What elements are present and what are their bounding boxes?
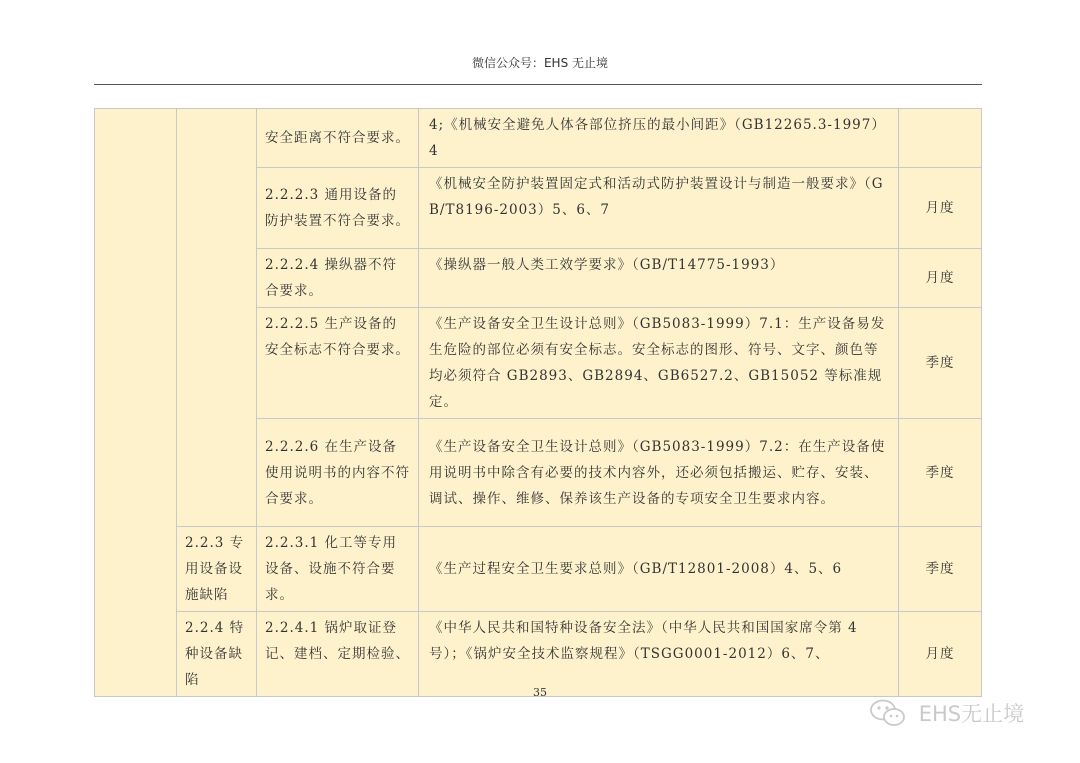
check-frequency-cell xyxy=(899,109,982,168)
table-row xyxy=(95,612,982,697)
check-frequency-cell: 月度 xyxy=(899,168,982,249)
hazard-item-cell: 2.2.2.4 操纵器不符合要求。 xyxy=(257,249,419,308)
page-number: 35 xyxy=(533,686,547,699)
check-frequency-cell: 季度 xyxy=(899,527,982,612)
hazard-standards-table xyxy=(94,108,982,697)
hazard-item-cell: 2.2.4.1 锅炉取证登记、建档、定期检验、 xyxy=(257,612,419,697)
table-row xyxy=(95,527,982,612)
hazard-item-cell: 2.2.2.5 生产设备的安全标志不符合要求。 xyxy=(257,308,419,419)
watermark xyxy=(868,698,1058,734)
wechat-icon xyxy=(868,698,908,728)
watermark-text: EHS无止境 xyxy=(918,702,1025,726)
check-frequency-cell: 月度 xyxy=(899,612,982,697)
check-frequency-cell: 月度 xyxy=(899,249,982,308)
standard-reference-cell: 《生产设备安全卫生设计总则》（GB5083-1999）7.2：在生产设备使用说明书中除含有必要的技术内容外，还必须包括搬运、贮存、安装、调试、操作、维修、保养该生产设备的专项安全卫生要求内容。 xyxy=(419,419,899,527)
header-rule xyxy=(94,84,982,85)
check-frequency-cell: 季度 xyxy=(899,308,982,419)
standard-reference-cell: 《生产设备安全卫生设计总则》（GB5083-1999）7.1：生产设备易发生危险的部位必须有安全标志。安全标志的图形、符号、文字、颜色等均必须符合 GB2893、GB2894、GB6527.2、GB15052 等标准规定。 xyxy=(419,308,899,419)
check-frequency-cell: 季度 xyxy=(899,419,982,527)
hazard-item-cell: 2.2.3.1 化工等专用设备、设施不符合要求。 xyxy=(257,527,419,612)
standard-reference-cell: 《中华人民共和国特种设备安全法》（中华人民共和国国家席令第 4 号）；《锅炉安全技术监察规程》（TSGG0001-2012）6、7、 xyxy=(419,612,899,697)
hazard-item-cell: 2.2.2.3 通用设备的防护装置不符合要求。 xyxy=(257,168,419,249)
subcategory-cell-empty xyxy=(177,109,257,527)
hazard-item-cell: 安全距离不符合要求。 xyxy=(257,109,419,168)
standard-reference-cell: 《生产过程安全卫生要求总则》（GB/T12801-2008）4、5、6 xyxy=(419,527,899,612)
standard-reference-cell: 《机械安全防护装置固定式和活动式防护装置设计与制造一般要求》（GB/T8196-2003）5、6、7 xyxy=(419,168,899,249)
standard-reference-cell: 4;《机械安全避免人体各部位挤压的最小间距》（GB12265.3-1997）4 xyxy=(419,109,899,168)
subcategory-cell: 2.2.3 专用设备设施缺陷 xyxy=(177,527,257,612)
category-cell-empty xyxy=(95,109,177,697)
table-row xyxy=(95,109,982,168)
subcategory-cell: 2.2.4 特种设备缺陷 xyxy=(177,612,257,697)
hazard-item-cell: 2.2.2.6 在生产设备使用说明书的内容不符合要求。 xyxy=(257,419,419,527)
page-header: 微信公众号：EHS 无止境 xyxy=(471,56,609,70)
standard-reference-cell: 《操纵器一般人类工效学要求》（GB/T14775-1993） xyxy=(419,249,899,308)
